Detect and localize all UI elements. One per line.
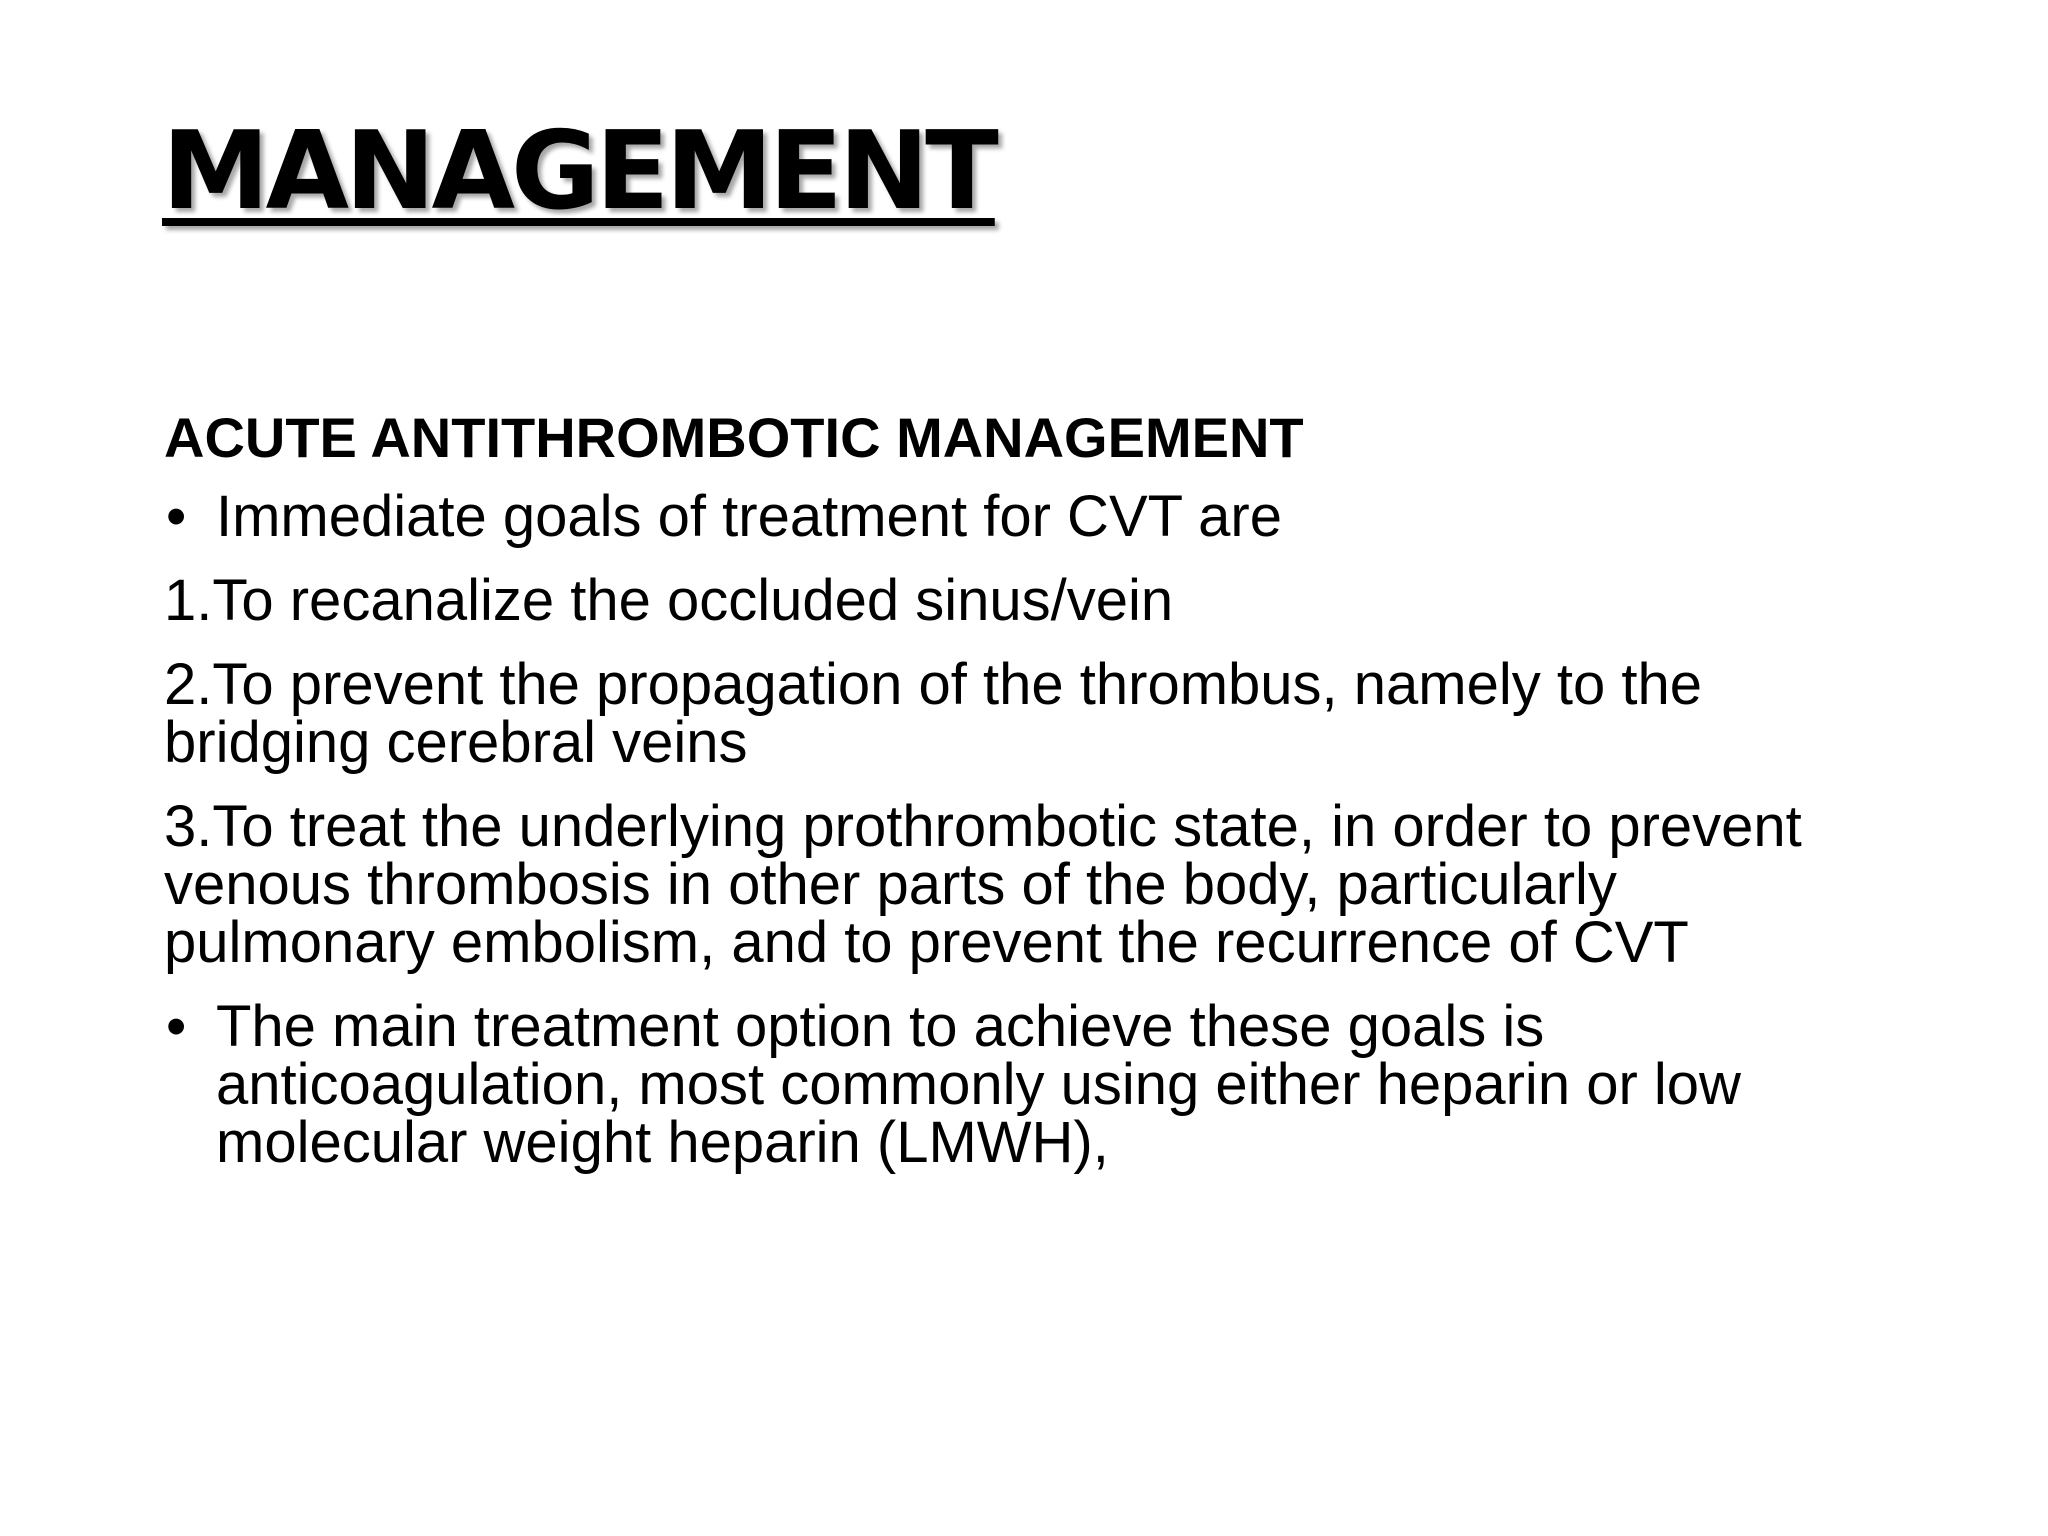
section-subheading: ACUTE ANTITHROMBOTIC MANAGEMENT [164,406,1304,469]
bullet-item [164,484,1804,549]
numbered-item: 1.To recanalize the occluded sinus/vein [164,568,1174,633]
slide-content [164,406,1804,1198]
bullet-item [164,994,1804,1175]
bullet-icon: • [166,994,187,1059]
bullet-icon: • [166,484,187,549]
numbered-item: 2.To prevent the propagation of the thrombus, namely to the bridging cerebral veins [164,652,1702,775]
numbered-item: 3.To treat the underlying prothrombotic state, in order to prevent venous thrombosis in other parts of the body, particularly pulmonary embolism, and to prevent the recurrence of CVT [164,794,1802,975]
slide-title: MANAGEMENT [162,109,995,234]
bullet-text: The main treatment option to achieve these goals is anticoagulation, most commonly using either heparin or low molecular weight heparin (LMWH), [216,994,1741,1175]
bullet-text: Immediate goals of treatment for CVT are [216,484,1282,549]
